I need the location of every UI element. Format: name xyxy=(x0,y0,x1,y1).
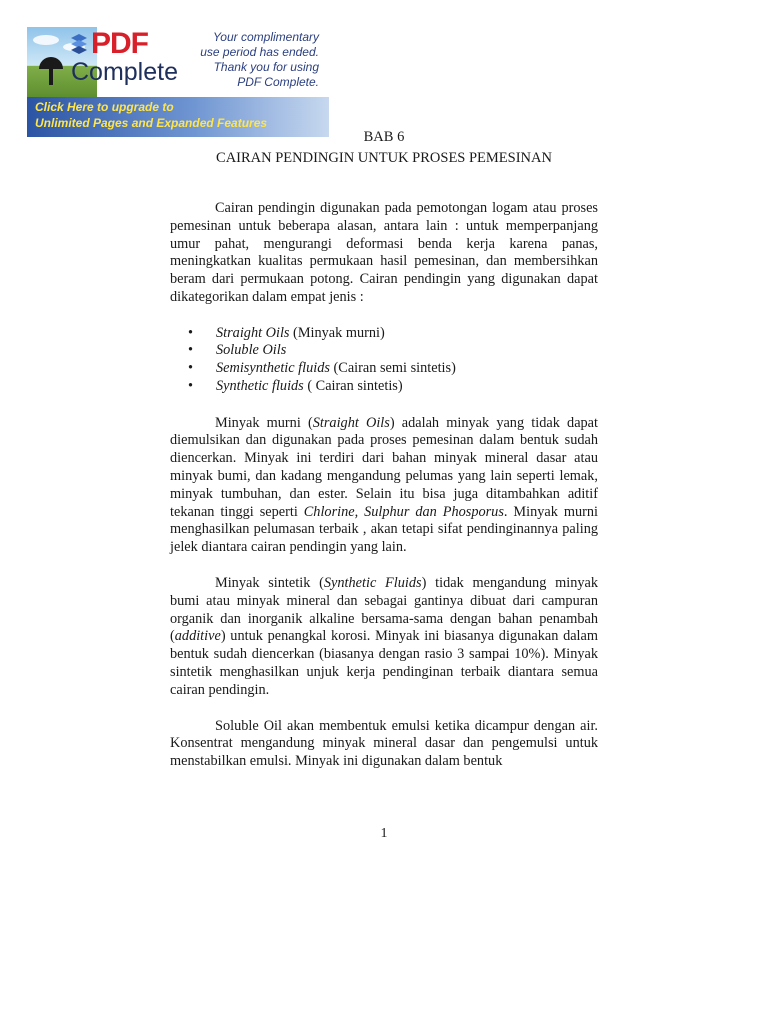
intro-paragraph: Cairan pendingin digunakan pada pemotongan logam atau proses pemesinan untuk beberapa alasan, antara lain : untuk memperpanjang umur pahat, mengurangi deformasi benda kerja karena panas, meningkatkan kualitas permukaan hasil pemesinan, dan membersihkan beram dari permukaan potong. Cairan pendingin yang digunakan dapat dikategorikan dalam empat jenis : xyxy=(170,200,598,305)
list-item xyxy=(170,360,598,378)
promo-line: Thank you for using xyxy=(213,60,319,74)
upgrade-line[interactable]: Unlimited Pages and Expanded Features xyxy=(35,116,268,130)
text-run: . Minyak murni menghasilkan pelumasan terbaik , akan tetapi sifat pendinginannya paling jelek diantara cairan pendingin yang lain. xyxy=(170,503,598,556)
upgrade-line[interactable]: Click Here to upgrade to xyxy=(35,100,174,114)
text-run: ) untuk penangkal korosi. Minyak ini biasanya digunakan dalam bentuk sudah diencerkan (biasanya dengan rasio 3 sampai 10%). Minyak sintetik menghasilkan unjuk kerja pendinginan terbaik diantara semua cairan pendingin. xyxy=(170,628,598,698)
list-term: Semisynthetic fluids xyxy=(216,360,330,377)
list-term: Soluble Oils xyxy=(216,342,287,359)
bullet-icon: • xyxy=(188,342,194,359)
promo-line: use period has ended. xyxy=(200,45,319,59)
soluble-oil-paragraph: Soluble Oil akan membentuk emulsi ketika dicampur dengan air. Konsentrat mengandung minyak mineral dasar dan pengemulsi untuk menstabilkan emulsi. Minyak ini digunakan dalam bentuk xyxy=(170,717,598,770)
bullet-icon: • xyxy=(188,360,194,377)
logo-complete-text: Complete xyxy=(71,58,178,86)
list-desc: (Cairan semi sintetis) xyxy=(329,360,456,377)
text-run: Minyak murni ( xyxy=(215,414,313,431)
list-item xyxy=(170,342,598,360)
synthetic-fluids-paragraph xyxy=(170,575,598,700)
chapter-title: CAIRAN PENDINGIN UNTUK PROSES PEMESINAN xyxy=(216,150,552,166)
text-run: ) tidak mengandung minyak bumi atau minyak mineral dan sebagai gantinya dibuat dari campuran organik dan inorganik alkaline bersama-sama dengan bahan penambah ( xyxy=(170,574,599,645)
list-desc: ( Cairan sintetis) xyxy=(303,377,403,394)
bullet-icon: • xyxy=(188,377,194,394)
list-term: Straight Oils xyxy=(216,324,290,341)
banner-top xyxy=(27,27,329,97)
term-italic: Chlorine, Sulphur dan Phosporus xyxy=(303,503,504,520)
umbrella-icon xyxy=(39,57,63,69)
bullet-icon: • xyxy=(188,324,194,341)
promo-line: Your complimentary xyxy=(212,30,319,44)
term-italic: additive xyxy=(174,628,221,645)
term-italic: Synthetic Fluids xyxy=(323,574,422,591)
term-italic: Straight Oils xyxy=(312,414,390,431)
upgrade-link[interactable] xyxy=(35,99,267,131)
person-icon xyxy=(49,69,53,85)
straight-oils-paragraph xyxy=(170,415,598,557)
cloud-shape xyxy=(33,35,59,45)
promo-line: PDF Complete. xyxy=(237,75,319,89)
document-body xyxy=(170,129,598,771)
list-item xyxy=(170,325,598,343)
page-number: 1 xyxy=(380,826,388,841)
layers-icon xyxy=(70,33,88,55)
promo-text xyxy=(179,30,319,90)
pdf-complete-banner[interactable] xyxy=(27,27,329,137)
list-desc: (Minyak murni) xyxy=(289,324,385,341)
text-run: Minyak sintetik ( xyxy=(215,574,324,591)
chapter-label: BAB 6 xyxy=(363,129,405,145)
list-item xyxy=(170,378,598,396)
text-run: ) adalah minyak yang tidak dapat diemulsikan dan digunakan pada proses pemesinan dalam bentuk sudah diencerkan. Minyak ini terdiri dari bahan minyak mineral dasar atau minyak bumi, dan kadang mengandung pelumas yang lain seperti lemak, minyak tumbuhan, dan ester. Selain itu bisa juga ditambahkan aditif tekanan tinggi seperti xyxy=(170,414,599,520)
list-term: Synthetic fluids xyxy=(216,377,304,394)
logo-pdf-text: PDF xyxy=(91,27,148,60)
coolant-types-list xyxy=(170,325,598,396)
